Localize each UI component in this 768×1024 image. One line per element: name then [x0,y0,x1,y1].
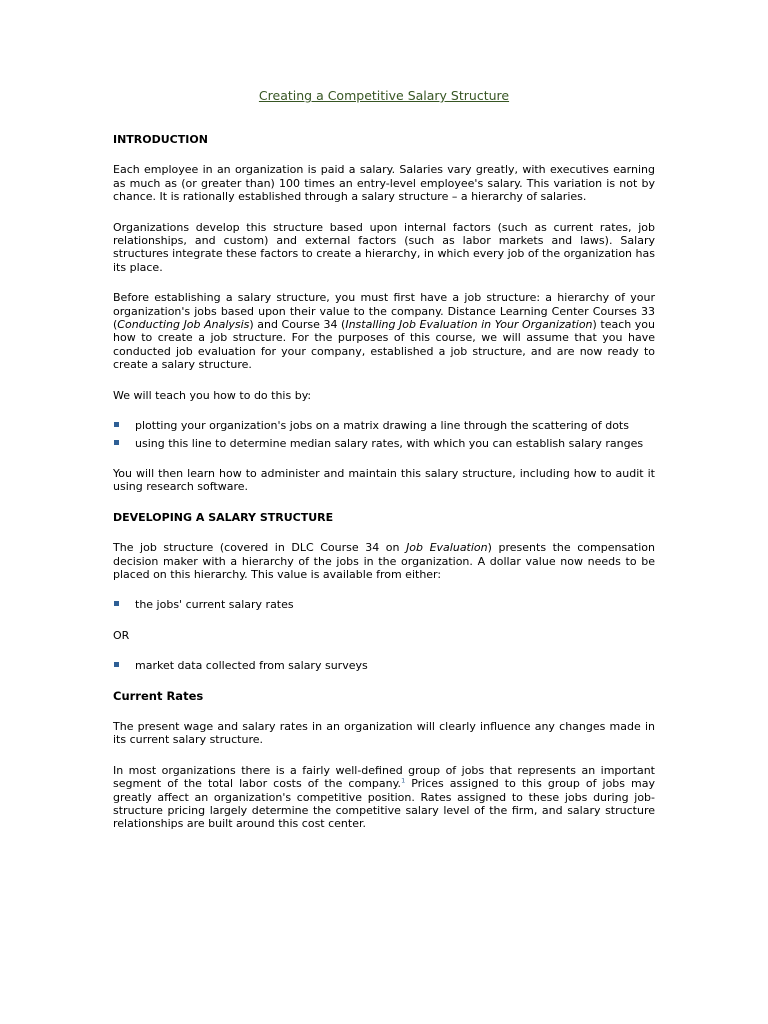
current-rates-p2-text-b: Prices assigned to this group of jobs may greatly affect an organization's competitive position. Rates assigned to these jobs during job-structure pricing largely determine the competitive salary level of the firm, and salary structure relationships are built around this cost center. [113,777,655,831]
footnote-reference-link[interactable]: 1 [401,776,406,785]
current-rates-heading: Current Rates [113,688,204,703]
intro-p3-text-e: ) teach you how to create a job structure. For the purposes of this course, we will assume that you have conducted job evaluation for your company, established a job structure, and are now ready to create a salary structure. [113,318,655,372]
list-item-text: plotting your organization's jobs on a matrix drawing a line through the scattering of dots [135,419,629,433]
course-34-title: Installing Job Evaluation in Your Organization [345,318,593,332]
developing-p1-text-a: The job structure (covered in DLC Course 34 on [113,541,407,555]
square-bullet-icon [114,440,119,445]
list-item-text: the jobs' current salary rates [135,598,294,612]
intro-p3-text-c: ) and Course 34 ( [249,318,346,332]
current-rates-paragraph-2 [113,764,655,831]
job-evaluation-title: Job Evaluation [406,541,488,555]
developing-p1-text-c: ) presents the compensation decision maker with a hierarchy of the jobs in the organization. A dollar value now needs to be placed on this hierarchy. This value is available from either: [113,541,655,581]
list-item [113,437,655,450]
current-rates-paragraph-1: The present wage and salary rates in an organization will clearly influence any changes made in its current salary structure. [113,719,655,747]
list-item-text: market data collected from salary surveys [135,659,368,673]
intro-paragraph-2: Organizations develop this structure based upon internal factors (such as current rates, job relationships, and custom) and external factors (such as labor markets and laws). Salary structures integrate these factors to create a hierarchy, in which every job of the organization has its place. [113,220,655,274]
developing-bullet-list-2 [113,659,655,672]
intro-paragraph-5: You will then learn how to administer and maintain this salary structure, including how to audit it using research software. [113,466,655,494]
list-item [113,598,655,611]
developing-bullet-list-1 [113,598,655,611]
list-item [113,419,655,432]
document-title: Creating a Competitive Salary Structure [258,88,510,103]
square-bullet-icon [114,662,119,667]
introduction-heading: INTRODUCTION [113,133,208,146]
intro-paragraph-3 [113,291,655,371]
course-33-title: Conducting Job Analysis [117,318,250,332]
square-bullet-icon [114,422,119,427]
developing-paragraph-1 [113,541,655,581]
square-bullet-icon [114,601,119,606]
current-rates-p2-text-a: In most organizations there is a fairly well-defined group of jobs that represents an important segment of the total labor costs of the company. [113,763,655,791]
intro-paragraph-1: Each employee in an organization is paid a salary. Salaries vary greatly, with executives earning as much as (or greater than) 100 times an entry-level employee's salary. This variation is not by chance. It is rationally established through a salary structure – a hierarchy of salaries. [113,163,655,204]
intro-paragraph-4: We will teach you how to do this by: [113,388,312,402]
developing-heading: DEVELOPING A SALARY STRUCTURE [113,510,334,524]
intro-bullet-list [113,419,655,450]
intro-p3-text-a: Before establishing a salary structure, you must first have a job structure: a hierarchy of your organization's jobs based upon their value to the company. Distance Learning Center Courses 33 ( [113,291,655,332]
document-page [113,88,655,848]
list-item [113,659,655,672]
or-separator: OR [113,628,130,642]
list-item-text: using this line to determine median salary rates, with which you can establish salary ranges [135,436,644,450]
